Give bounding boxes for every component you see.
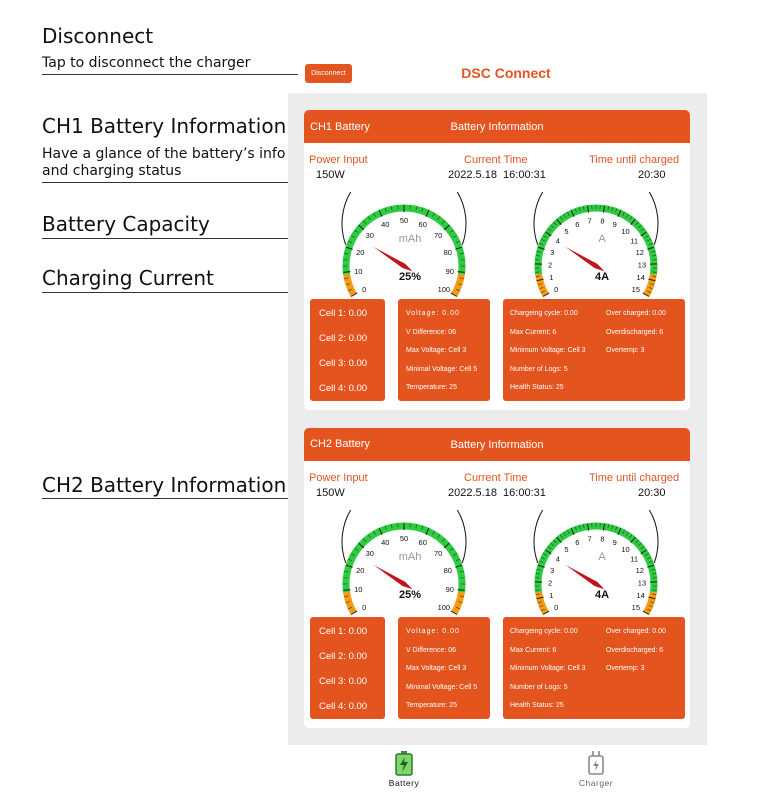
gauge-tick-label: 9 [612,537,617,547]
gauge-unit: mAh [398,551,422,563]
voltage-line: Max Voltage: Cell 3 [406,347,467,354]
cell-value: Cell 1: 0.00 [319,626,368,637]
ch1-cells-panel [310,299,385,401]
disconnect-button[interactable]: Disconnect [305,64,352,83]
ch1-power-input-label: Power Input [309,154,368,166]
stat-line: Overtemp: 3 [606,665,645,672]
gauge-tick-label: 10 [621,544,630,554]
gauge-tick-label: 70 [434,231,443,241]
ch1-card-header [304,110,690,143]
ch2-current-time-value: 2022.5.18 16:00:31 [448,487,546,499]
gauge-unit: A [598,233,606,245]
tab-battery[interactable] [364,750,444,788]
stat-line: Overdischarged: 6 [606,329,664,336]
gauge-value: 25% [398,589,422,601]
tab-battery-label: Battery [388,778,420,788]
gauge-tick-label: 40 [381,537,390,547]
gauge-tick-label: 30 [365,549,374,559]
gauge-tick-label: 15 [631,603,641,612]
stat-line: Chargeing cycle: 0.00 [510,310,578,317]
gauge-tick-label: 8 [600,534,605,544]
ch2-title: Battery Information [450,439,544,451]
ch1-card [304,110,690,410]
gauge-tick-label: 30 [365,231,374,241]
voltage-line: Voltage: 0.00 [406,628,460,635]
gauge-needle [565,247,604,271]
ch1-current-time-value: 2022.5.18 16:00:31 [448,169,546,181]
stat-line: Max Current: 6 [510,329,557,336]
gauge-tick-label: 40 [381,219,390,229]
ch1-annotation-desc-1: Have a glance of the battery’s info [42,146,286,162]
ch2-power-input-label: Power Input [309,472,368,484]
ch1-title: Battery Information [450,121,544,133]
gauge-tick-label: 6 [575,219,580,229]
disconnect-annotation-title: Disconnect [42,24,154,48]
ch2-card-header [304,428,690,461]
gauge-tick-label: 90 [445,584,454,594]
stat-line: Over charged: 0.00 [606,628,666,635]
ch2-current-gauge [526,510,666,616]
ch1-label: CH1 Battery [310,121,370,133]
gauge-tick-label: 80 [443,247,452,257]
stat-line: Overdischarged: 6 [606,647,664,654]
ch1-time-until-value: 20:30 [638,169,666,181]
ch2-annotation-title: CH2 Battery Information [42,473,287,497]
ch1-time-until-label: Time until charged [589,154,680,166]
voltage-line: Voltage: 0.00 [406,310,460,317]
ch2-power-input-value: 150W [316,487,345,499]
stat-line: Number of Logs: 5 [510,366,568,373]
gauge-needle [373,247,412,271]
gauge-tick-label: 50 [399,216,409,225]
gauge-needle [565,565,604,589]
gauge-tick-label: 12 [635,247,644,257]
gauge-tick-label: 4 [555,236,560,246]
stat-line: Minimum Voltage: Cell 3 [510,347,586,354]
gauge-tick-label: 10 [621,226,630,236]
disconnect-annotation-desc: Tap to disconnect the charger [42,55,251,71]
cell-value: Cell 3: 0.00 [319,676,368,687]
voltage-line: V Difference: 06 [406,329,457,336]
gauge-tick-label: 4 [555,554,560,564]
gauge-needle [373,565,412,589]
gauge-tick-label: 5 [564,226,569,236]
gauge-tick-label: 80 [443,565,452,575]
gauge-unit: A [598,551,606,563]
gauge-tick-label: 13 [637,260,647,270]
stat-line: Overtemp: 3 [606,347,645,354]
ch1-voltage-panel [398,299,490,401]
gauge-tick-label: 20 [356,565,365,575]
cell-value: Cell 2: 0.00 [319,333,368,344]
gauge-value: 4A [594,271,610,283]
stat-line: Chargeing cycle: 0.00 [510,628,578,635]
gauge-tick-label: 14 [636,591,645,601]
ch2-label: CH2 Battery [310,438,370,450]
gauge-tick-label: 11 [630,554,639,564]
ch1-stats-panel [503,299,685,401]
annotation-line [42,182,300,183]
gauge-tick-label: 13 [637,578,647,588]
gauge-tick-label: 6 [575,537,580,547]
cell-value: Cell 3: 0.00 [319,358,368,369]
battery-icon [394,750,414,776]
gauge-tick-label: 1 [549,273,554,283]
ch2-time-until-label: Time until charged [589,472,680,484]
ch2-current-time-label: Current Time [464,472,528,484]
tab-charger[interactable] [556,750,636,788]
gauge-tick-label: 3 [550,565,555,575]
gauge-tick-label: 11 [630,236,639,246]
gauge-tick-label: 10 [354,584,363,594]
gauge-tick-label: 3 [550,247,555,257]
gauge-value: 4A [594,589,610,601]
annotation-line [42,498,300,499]
stat-line: Health Status: 25 [510,384,564,391]
gauge-tick-label: 9 [612,219,617,229]
gauge-tick-label: 2 [547,260,553,270]
gauge-tick-label: 1 [549,591,554,601]
app-screen [288,93,707,745]
stat-line: Max Current: 6 [510,647,557,654]
gauge-tick-label: 7 [587,216,592,226]
ch1-capacity-gauge [334,192,474,298]
ch2-capacity-gauge [334,510,474,616]
cell-value: Cell 2: 0.00 [319,651,368,662]
gauge-tick-label: 10 [354,266,363,276]
voltage-line: Temperature: 25 [406,384,457,391]
gauge-tick-label: 7 [587,534,592,544]
gauge-tick-label: 0 [362,603,367,612]
annotation-line [42,74,298,75]
gauge-tick-label: 60 [418,219,427,229]
gauge-tick-label: 0 [362,285,367,294]
gauge-tick-label: 60 [418,537,427,547]
gauge-tick-label: 100 [437,603,451,612]
gauge-unit: mAh [398,233,422,245]
current-annotation-title: Charging Current [42,266,214,290]
voltage-line: Temperature: 25 [406,702,457,709]
gauge-tick-label: 70 [434,549,443,559]
gauge-tick-label: 2 [547,578,553,588]
voltage-line: V Difference: 06 [406,647,457,654]
tab-charger-label: Charger [578,778,614,788]
gauge-tick-label: 5 [564,544,569,554]
gauge-tick-label: 100 [437,285,451,294]
gauge-tick-label: 50 [399,534,409,543]
ch2-cells-panel [310,617,385,719]
stat-line: Minimum Voltage: Cell 3 [510,665,586,672]
cell-value: Cell 4: 0.00 [319,383,368,394]
gauge-tick-label: 8 [600,216,605,226]
cell-value: Cell 4: 0.00 [319,701,368,712]
app-title: DSC Connect [461,65,551,81]
capacity-annotation-title: Battery Capacity [42,212,210,236]
voltage-line: Max Voltage: Cell 3 [406,665,467,672]
charger-icon [586,750,606,776]
voltage-line: Minimal Voltage: Cell 5 [406,684,478,691]
gauge-tick-label: 15 [631,285,641,294]
ch1-annotation-title: CH1 Battery Information [42,114,287,138]
stat-line: Number of Logs: 5 [510,684,568,691]
gauge-tick-label: 0 [554,285,559,294]
ch1-power-input-value: 150W [316,169,345,181]
ch2-card [304,428,690,728]
cell-value: Cell 1: 0.00 [319,308,368,319]
gauge-tick-label: 14 [636,273,645,283]
gauge-tick-label: 20 [356,247,365,257]
ch1-current-gauge [526,192,666,298]
stat-line: Over charged: 0.00 [606,310,666,317]
ch2-stats-panel [503,617,685,719]
voltage-line: Minimal Voltage: Cell 5 [406,366,478,373]
gauge-tick-label: 12 [635,565,644,575]
gauge-tick-label: 0 [554,603,559,612]
ch1-annotation-desc-2: and charging status [42,163,182,179]
ch1-current-time-label: Current Time [464,154,528,166]
ch2-time-until-value: 20:30 [638,487,666,499]
gauge-tick-label: 90 [445,266,454,276]
ch2-voltage-panel [398,617,490,719]
gauge-value: 25% [398,271,422,283]
stat-line: Health Status: 25 [510,702,564,709]
